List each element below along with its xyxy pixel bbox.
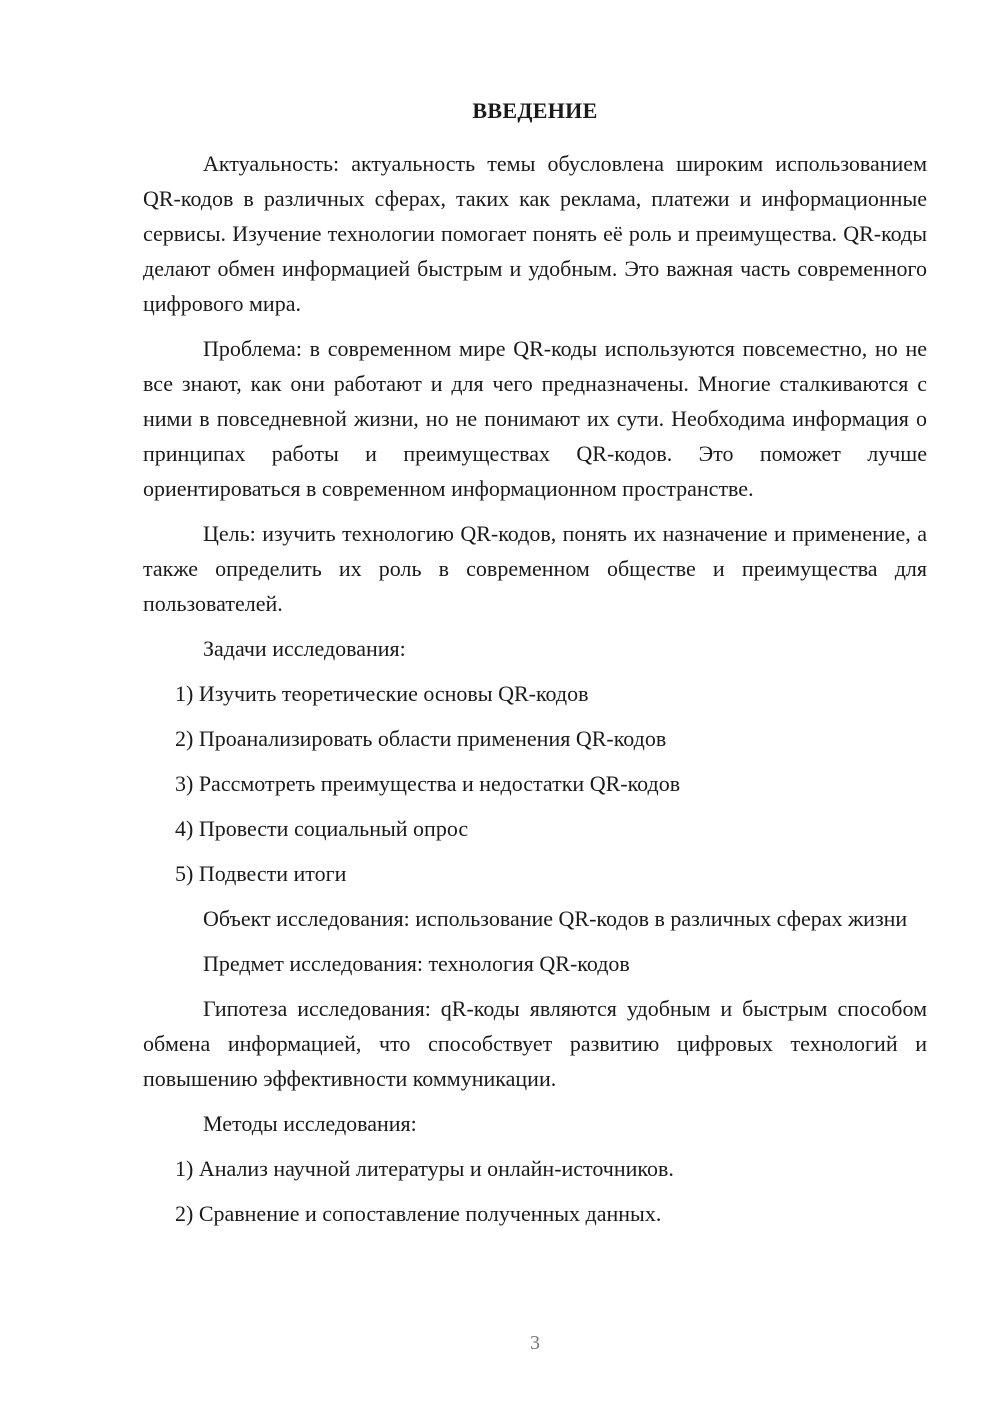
list-item: 5) Подвести итоги — [175, 861, 347, 886]
list-item: 1) Изучить теоретические основы QR-кодов — [175, 681, 589, 706]
object-paragraph: Объект исследования: использование QR-кодов в различных сферах жизни — [203, 906, 908, 931]
page-number: 3 — [530, 1332, 540, 1354]
goal-paragraph: Цель: изучить технологию QR-кодов, понять их назначение и применение, а также определить их роль в современном обществе и преимущества для пользователей. — [143, 521, 927, 616]
hypothesis-paragraph: Гипотеза исследования: qR-коды являются удобным и быстрым способом обмена информацией, что способствует развитию цифровых технологий и повышению эффективности коммуникации. — [143, 996, 927, 1091]
problem-paragraph: Проблема: в современном мире QR-коды используются повсеместно, но не все знают, как они работают и для чего предназначены. Многие сталкиваются с ними в повседневной жизни, но не понимают их сути. Необходима информация о принципах работы и преимуществах QR-кодов. Это поможет лучше ориентироваться в современном информационном пространстве. — [143, 336, 927, 501]
document-page — [143, 93, 927, 1231]
methods-list — [143, 1151, 927, 1231]
list-item: 4) Провести социальный опрос — [175, 816, 469, 841]
tasks-label: Задачи исследования: — [203, 636, 406, 661]
tasks-list — [143, 676, 927, 891]
subject-paragraph: Предмет исследования: технология QR-кодов — [203, 951, 630, 976]
methods-label: Методы исследования: — [203, 1111, 417, 1136]
list-item: 1) Анализ научной литературы и онлайн-источников. — [175, 1156, 674, 1181]
list-item: 3) Рассмотреть преимущества и недостатки QR-кодов — [175, 771, 681, 796]
relevance-paragraph: Актуальность: актуальность темы обусловлена широким использованием QR-кодов в различных сферах, таких как реклама, платежи и информационные сервисы. Изучение технологии помогает понять её роль и преимущества. QR-коды делают обмен информацией быстрым и удобным. Это важная часть современного цифрового мира. — [143, 151, 927, 316]
list-item: 2) Сравнение и сопоставление полученных данных. — [175, 1201, 662, 1226]
section-heading: ВВЕДЕНИЕ — [472, 98, 598, 123]
list-item: 2) Проанализировать области применения QR-кодов — [175, 726, 667, 751]
